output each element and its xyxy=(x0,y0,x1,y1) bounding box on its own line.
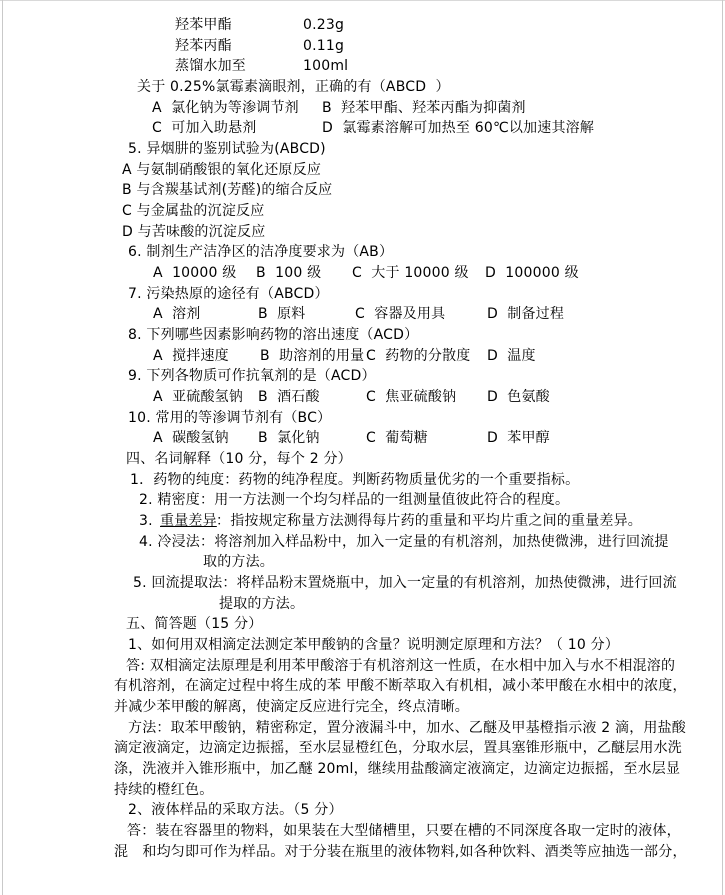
text-line xyxy=(0,472,725,492)
text-line xyxy=(0,761,725,781)
text-segment: B 羟苯甲酯、羟苯丙酯为抑菌剂 xyxy=(322,100,526,116)
text-segment: D 100000 级 xyxy=(485,265,579,281)
text-line xyxy=(0,451,725,471)
text-segment: A 与氨制硝酸银的氧化还原反应 xyxy=(122,162,322,178)
text-segment: C 药物的分散度 xyxy=(366,348,471,364)
text-line xyxy=(0,79,725,99)
text-segment: C 葡萄糖 xyxy=(366,430,428,446)
text-line xyxy=(0,637,725,657)
text-line xyxy=(0,389,725,409)
text-segment: 3. xyxy=(139,513,158,529)
text-segment: A 10000 级 xyxy=(153,265,237,281)
text-segment: 100ml xyxy=(303,58,349,74)
text-line xyxy=(0,658,725,678)
text-line xyxy=(0,492,725,512)
text-line xyxy=(0,286,725,306)
text-line xyxy=(0,616,725,636)
text-line xyxy=(0,120,725,140)
text-segment: C 焦亚硫酸钠 xyxy=(366,389,457,405)
text-segment: 1．药物的纯度：药物的纯净程度。判断药物质量优劣的一个重要指标。 xyxy=(130,472,580,488)
text-segment: 滴定液滴定，边滴定边振摇，至水层显橙红色，分取水层，置具塞锥形瓶中，乙醚层用水洗 xyxy=(114,740,682,756)
text-segment: 5. 回流提取法：将样品粉末置烧瓶中，加入一定量的有机溶剂，加热使微沸，进行回流 xyxy=(133,575,677,591)
text-line xyxy=(0,327,725,347)
text-line xyxy=(0,348,725,368)
text-segment: 6. 制剂生产洁净区的洁净度要求为（AB） xyxy=(128,244,394,260)
text-line xyxy=(0,244,725,264)
text-line xyxy=(0,265,725,285)
text-segment: 5. 异烟肼的鉴别试验为(ABCD) xyxy=(128,141,326,157)
text-line xyxy=(0,720,725,740)
text-segment: B 100 级 xyxy=(256,265,322,281)
text-line xyxy=(0,224,725,244)
text-segment: B 与含羰基试剂(芳醛)的缩合反应 xyxy=(122,182,333,198)
text-line xyxy=(0,844,725,864)
text-segment: 8. 下列哪些因素影响药物的溶出速度（ACD） xyxy=(128,327,419,343)
text-segment: 0.23g xyxy=(303,17,345,33)
text-segment: 答: 双相滴定法原理是利用苯甲酸溶于有机溶剂这一性质，在水相中加入与水不相混溶的 xyxy=(126,658,676,674)
text-segment: 并减少苯甲酸的解离，使滴定反应进行完全，终点清晰。 xyxy=(114,699,469,715)
text-segment: 五、简答题（15 分） xyxy=(126,616,263,632)
text-segment: A 碳酸氢钠 xyxy=(153,430,229,446)
text-line xyxy=(0,203,725,223)
text-segment: B 助溶剂的用量 xyxy=(260,348,365,364)
text-segment: D 与苦味酸的沉淀反应 xyxy=(122,224,266,240)
text-segment: 0.11g xyxy=(303,38,345,54)
text-line xyxy=(0,100,725,120)
text-segment: D 温度 xyxy=(487,348,536,364)
text-segment: 羟苯甲酯 xyxy=(175,17,232,33)
text-line xyxy=(0,823,725,843)
text-segment: D 制备过程 xyxy=(487,306,565,322)
text-line xyxy=(0,430,725,450)
text-line xyxy=(0,141,725,161)
text-line xyxy=(0,740,725,760)
text-segment: 方法：取苯甲酸钠，精密称定，置分液漏斗中，加水、乙醚及甲基橙指示液 2 滴，用盐酸 xyxy=(128,720,687,736)
text-segment: ：指按规定称量方法测得每片药的重量和平均片重之间的重量差异。 xyxy=(216,513,642,529)
text-segment: 2. 精密度：用一方法测一个均匀样品的一组测量值彼此符合的程度。 xyxy=(139,492,570,508)
text-segment: B 氯化钠 xyxy=(258,430,320,446)
text-segment: B 原料 xyxy=(258,306,306,322)
text-line xyxy=(0,575,725,595)
text-line xyxy=(0,699,725,719)
text-line xyxy=(0,182,725,202)
text-line xyxy=(0,410,725,430)
text-segment: 涤，洗液并入锥形瓶中，加乙醚 20ml，继续用盐酸滴定液滴定，边滴定边振摇，至水层显 xyxy=(114,761,681,777)
text-segment: A 搅拌速度 xyxy=(153,348,229,364)
text-line xyxy=(0,17,725,37)
text-segment: 羟苯丙酯 xyxy=(175,38,232,54)
text-segment: 9. 下列各物质可作抗氧剂的是（ACD） xyxy=(128,368,376,384)
text-line xyxy=(0,554,725,574)
text-segment: 关于 0.25%氯霉素滴眼剂，正确的有（ABCD ） xyxy=(137,79,450,95)
text-segment: 混 和均匀即可作为样品。对于分装在瓶里的液体物料,如各种饮料、酒类等应抽选一部分， xyxy=(114,844,687,860)
text-segment: D 氯霉素溶解可加热至 60℃以加速其溶解 xyxy=(322,120,595,136)
text-segment: 有机溶剂，在滴定过程中将生成的苯 甲酸不断萃取入有机相，减小苯甲酸在水相中的浓度， xyxy=(114,678,687,694)
text-segment: 四、名词解释（10 分，每个 2 分） xyxy=(126,451,352,467)
text-segment: 10. 常用的等渗调节剂有（BC） xyxy=(128,410,332,426)
text-segment: 提取的方法。 xyxy=(219,596,305,612)
text-segment: C 可加入助悬剂 xyxy=(152,120,257,136)
text-line xyxy=(0,368,725,388)
text-line xyxy=(0,58,725,78)
text-segment: 持续的橙红色。 xyxy=(114,782,214,798)
text-segment: 答：装在容器里的物料，如果装在大型储槽里，只要在槽的不同深度各取一定时的液体， xyxy=(127,823,681,839)
text-segment: D 苯甲醇 xyxy=(487,430,550,446)
text-segment: 1、如何用双相滴定法测定苯甲酸钠的含量？说明测定原理和方法？（ 10 分） xyxy=(128,637,620,653)
page-top-edge xyxy=(0,0,725,1)
text-segment: B 酒石酸 xyxy=(258,389,320,405)
text-line xyxy=(0,38,725,58)
text-segment: C 容器及用具 xyxy=(355,306,446,322)
text-segment: 重量差异 xyxy=(160,513,217,529)
text-segment: 4. 冷浸法：将溶剂加入样品粉中，加入一定量的有机溶剂，加热使微沸，进行回流提 xyxy=(139,534,669,550)
text-segment: A 溶剂 xyxy=(153,306,201,322)
text-segment: 蒸馏水加至 xyxy=(175,58,246,74)
text-segment: 取的方法。 xyxy=(203,554,274,570)
text-segment: D 色氨酸 xyxy=(487,389,550,405)
text-segment: A 亚硫酸氢钠 xyxy=(153,389,244,405)
text-line xyxy=(0,782,725,802)
text-line xyxy=(0,306,725,326)
text-line xyxy=(0,534,725,554)
text-segment: 7. 污染热原的途径有（ABCD） xyxy=(128,286,329,302)
text-line xyxy=(0,678,725,698)
text-line xyxy=(0,596,725,616)
text-segment: A 氯化钠为等渗调节剂 xyxy=(152,100,299,116)
text-segment: 2、液体样品的采取方法。（5 分） xyxy=(128,802,343,818)
text-line xyxy=(0,162,725,182)
text-segment: C 与金属盐的沉淀反应 xyxy=(122,203,265,219)
text-line xyxy=(0,513,725,533)
text-line xyxy=(0,802,725,822)
text-segment: C 大于 10000 级 xyxy=(352,265,469,281)
